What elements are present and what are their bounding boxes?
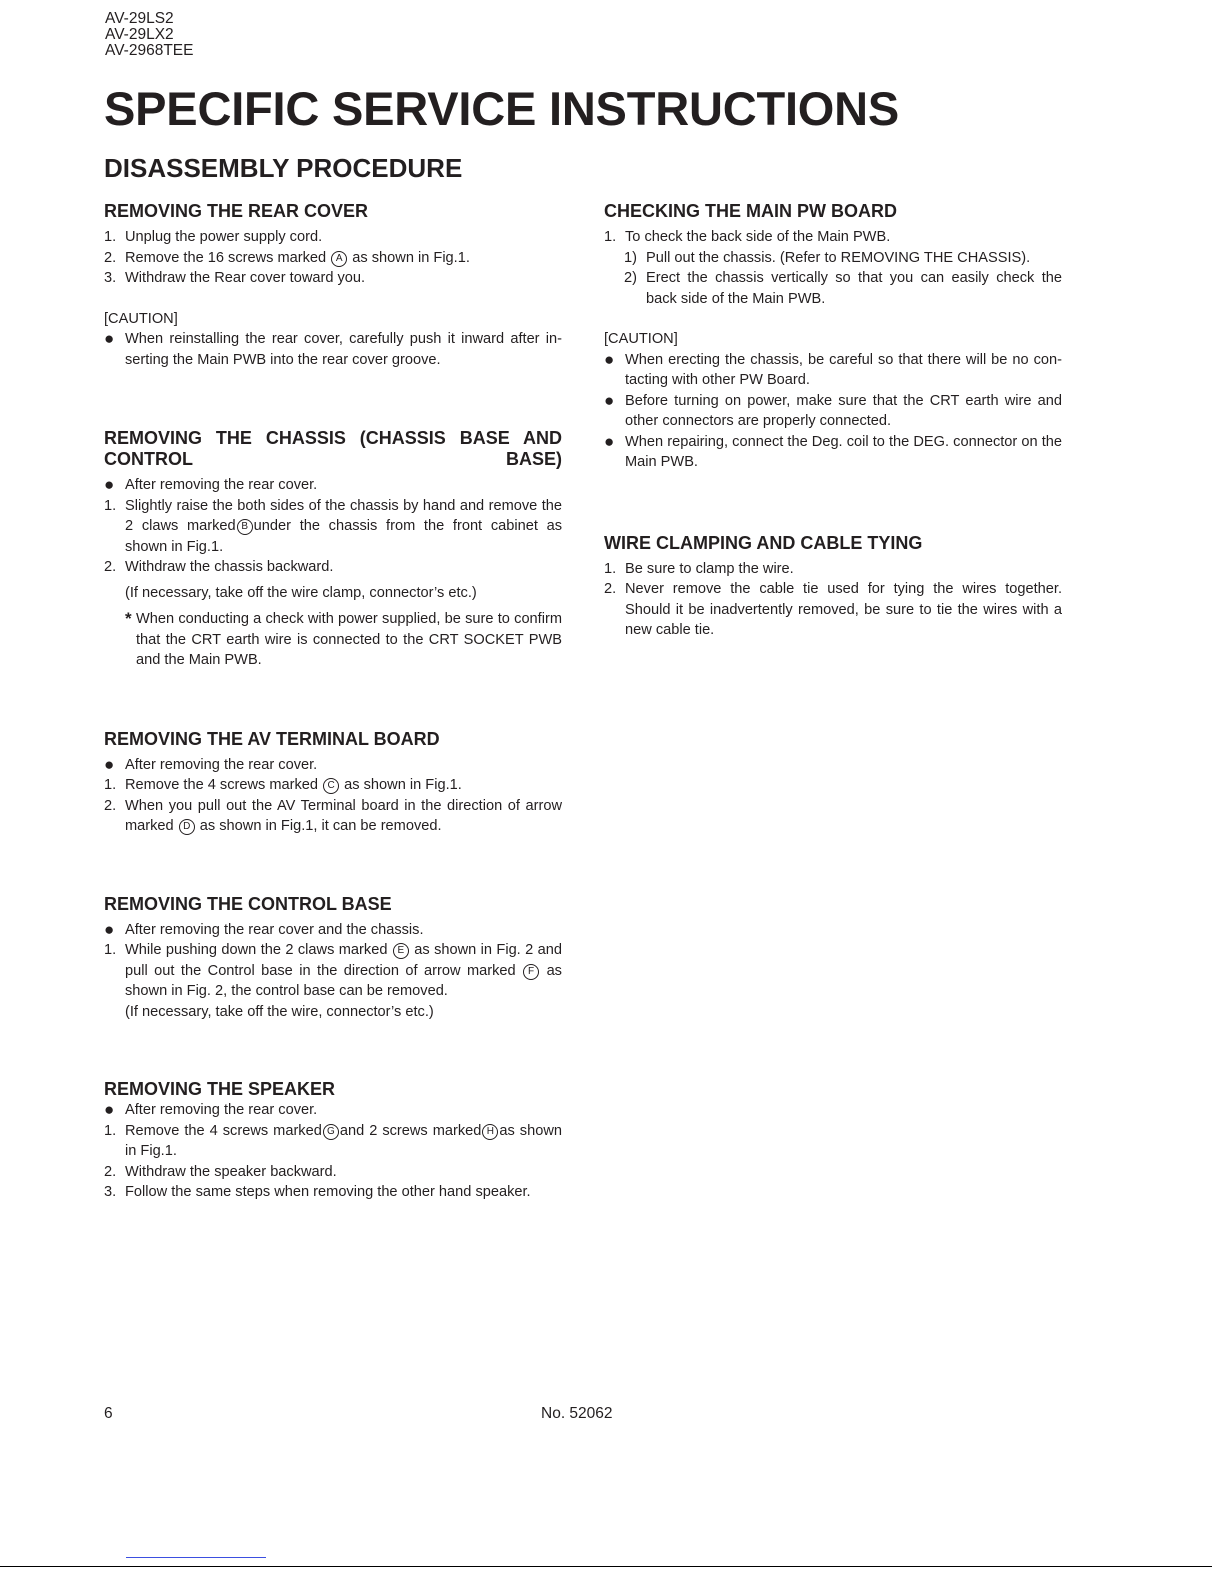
step-number: 1.: [604, 560, 617, 577]
section-heading: REMOVING THE SPEAKER: [104, 1079, 336, 1099]
marker-b: B: [237, 519, 253, 535]
section-av-terminal: [104, 729, 562, 837]
step-item: [104, 775, 562, 796]
substep-number: 1): [624, 249, 637, 266]
step-number: 1.: [104, 497, 117, 514]
step-text: When you pull out the AV Terminal board in the direction of arrow marked: [125, 797, 562, 834]
section-heading: WIRE CLAMPING AND CABLE TYING: [604, 532, 923, 553]
step-number: 2.: [104, 797, 117, 814]
step-text: as shown in Fig.1.: [344, 777, 462, 793]
step-item: [104, 1162, 562, 1183]
step-number: 2.: [104, 1163, 117, 1180]
section-wire-clamping: [604, 533, 1062, 641]
footer-link-line: [126, 1557, 266, 1558]
caution-item: [604, 391, 1062, 432]
step-item: [604, 227, 1062, 248]
step-item: [604, 559, 1062, 580]
section-heading: REMOVING THE AV TERMINAL BOARD: [104, 728, 440, 749]
right-column: [604, 201, 1062, 641]
prerequisite-text: After removing the rear cover.: [125, 756, 318, 773]
step-text: Slightly raise the both sides of the chassis by hand and remove the 2 claws marked: [125, 497, 562, 534]
step-text: Remove the 4 screws marked: [125, 777, 319, 793]
step-number: 1.: [104, 229, 117, 245]
page-title: SPECIFIC SERVICE INSTRUCTIONS: [104, 82, 900, 135]
caution-item: [104, 329, 562, 370]
step-text: as shown in Fig.1.: [125, 1122, 562, 1159]
bullet-icon: ●: [104, 329, 115, 348]
section-control-base: [104, 894, 562, 1023]
step-number: 1.: [104, 942, 117, 958]
caution-item: [604, 350, 1062, 391]
prerequisite-item: [104, 920, 562, 941]
step-text: and 2 screws marked: [339, 1122, 482, 1139]
left-column: [104, 201, 562, 1203]
section-speaker: [104, 1079, 562, 1203]
marker-c: C: [323, 778, 339, 794]
step-item: [104, 268, 562, 289]
marker-e: E: [393, 943, 409, 959]
bullet-icon: ●: [604, 349, 615, 369]
section-heading: CHECKING THE MAIN PW BOARD: [604, 201, 897, 221]
marker-f: F: [523, 964, 539, 980]
step-text: as shown in Fig.1, it can be removed.: [199, 818, 442, 834]
note-text: When conducting a check with power supplied, be sure to confirm that the CRT earth wire is connected to the CRT SOCKET PWB and the Main PWB.: [136, 611, 562, 668]
substep-text: Pull out the chassis. (Refer to REMOVING THE CHASSIS).: [646, 249, 1031, 266]
step-number: 3.: [104, 1184, 117, 1200]
step-number: 1.: [104, 777, 117, 793]
model-list: [105, 11, 193, 59]
step-item: [104, 1182, 562, 1203]
step-text: as shown in Fig. 2 and pull out the Control base in the direction of arrow marked: [125, 942, 563, 979]
step-item: [104, 796, 562, 837]
step-number: 1.: [104, 1122, 117, 1139]
substep-text: Erect the chassis vertically so that you can easily check the back side of the Main PWB.: [646, 270, 1062, 307]
section-heading: REMOVING THE CONTROL BASE: [104, 893, 392, 914]
bullet-icon: ●: [104, 919, 115, 939]
step-item: [104, 227, 562, 248]
caution-text: Before turning on power, make sure that the CRT earth wire and other connectors are properly connected.: [625, 392, 1062, 429]
step-text: Remove the 4 screws marked: [125, 1122, 322, 1139]
step-text: Follow the same steps when removing the other hand speaker.: [125, 1184, 531, 1200]
section-main-pw-board: [604, 201, 1062, 473]
section-chassis: [104, 428, 562, 671]
step-item: [104, 557, 562, 578]
bullet-icon: ●: [104, 1100, 115, 1119]
page-number: 6: [104, 1405, 113, 1422]
step-item: [604, 579, 1062, 641]
step-number: 2.: [104, 249, 117, 266]
step-text: Withdraw the Rear cover toward you.: [125, 270, 366, 286]
bullet-icon: ●: [104, 754, 115, 774]
model-name: AV-2968TEE: [105, 42, 194, 59]
note-text: (If necessary, take off the wire, connector’s etc.): [125, 1003, 434, 1020]
step-item: [104, 248, 562, 269]
section-heading: REMOVING THE REAR COVER: [104, 201, 369, 221]
marker-g: G: [323, 1124, 339, 1140]
prerequisite-item: [104, 755, 562, 776]
step-item: [104, 1121, 562, 1162]
asterisk-note: [104, 609, 562, 671]
substep-number: 2): [624, 270, 637, 286]
prerequisite-text: After removing the rear cover.: [125, 477, 318, 493]
step-item: [104, 496, 562, 558]
prerequisite-item: [104, 1100, 562, 1121]
step-text: Never remove the cable tie used for tying the wires together. Should it be inadvertently removed, be sure to tie the wires with a new cable tie.: [625, 581, 1062, 638]
asterisk-icon: *: [125, 609, 132, 628]
step-text: To check the back side of the Main PWB.: [625, 229, 891, 245]
caution-text: When reinstalling the rear cover, carefully push it inward after in-serting the Main PWB into the rear cover groove.: [125, 331, 562, 368]
marker-h: H: [482, 1124, 498, 1140]
step-text: Withdraw the chassis backward.: [125, 559, 334, 575]
caution-text: When erecting the chassis, be careful so that there will be no con-tacting with other PW Board.: [625, 351, 1062, 388]
caution-label: [CAUTION]: [104, 310, 178, 327]
step-text: Withdraw the speaker backward.: [125, 1163, 337, 1180]
marker-a: A: [331, 251, 347, 267]
note-text: (If necessary, take off the wire clamp, connector’s etc.): [125, 584, 477, 601]
step-number: 2.: [104, 559, 117, 575]
step-number: 2.: [604, 581, 617, 597]
caution-label: [CAUTION]: [604, 331, 678, 347]
step-text: as shown in Fig. 2, the control base can be removed.: [125, 962, 562, 999]
step-text: Unplug the power supply cord.: [125, 229, 323, 245]
model-name: AV-29LS2: [105, 10, 174, 27]
caution-item: [604, 432, 1062, 473]
prerequisite-text: After removing the rear cover.: [125, 1102, 318, 1118]
prerequisite-text: After removing the rear cover and the chassis.: [125, 921, 424, 938]
marker-d: D: [179, 819, 195, 835]
document-number: No. 52062: [541, 1405, 613, 1422]
section-heading: REMOVING THE CHASSIS (CHASSIS BASE AND CONTROL BASE): [104, 428, 562, 469]
bullet-icon: ●: [604, 390, 615, 410]
footer-rule: [0, 1566, 1212, 1567]
step-item: [104, 940, 562, 1002]
step-text: under the chassis from the front cabinet as shown in Fig.1.: [125, 518, 562, 555]
step-text: Remove the 16 screws marked: [125, 249, 327, 266]
step-text: Be sure to clamp the wire.: [625, 560, 794, 577]
bullet-icon: ●: [104, 475, 115, 494]
substep-item: [604, 268, 1062, 309]
step-number: 3.: [104, 270, 117, 286]
model-name: AV-29LX2: [105, 26, 174, 43]
substep-item: [604, 248, 1062, 269]
section-rear-cover: [104, 201, 562, 370]
procedure-title: DISASSEMBLY PROCEDURE: [104, 153, 463, 183]
bullet-icon: ●: [604, 431, 615, 451]
prerequisite-item: [104, 475, 562, 496]
step-number: 1.: [604, 229, 617, 245]
step-text: as shown in Fig.1.: [352, 249, 470, 266]
caution-text: When repairing, connect the Deg. coil to the DEG. connector on the Main PWB.: [625, 433, 1062, 470]
step-text: While pushing down the 2 claws marked: [125, 942, 388, 958]
